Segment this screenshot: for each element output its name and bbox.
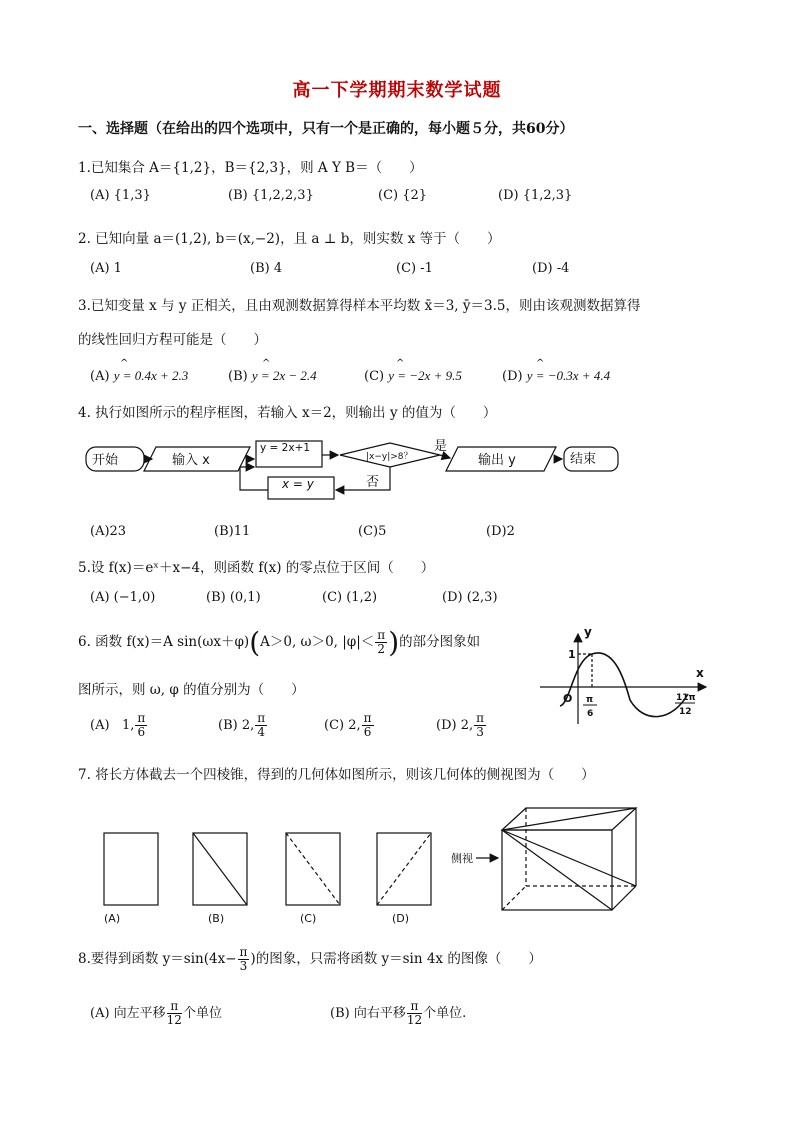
q7-view-a	[104, 833, 158, 905]
q3-option-d[interactable]: (D) y = −0.3x + 4.4	[502, 368, 611, 384]
q4-option-a[interactable]: (A)23	[90, 524, 127, 539]
section-heading: 一、选择题（在给出的四个选项中，只有一个是正确的，每小题５分，共60分）	[78, 121, 574, 137]
flow-end-label: 结束	[570, 452, 597, 467]
flow-yes-label: 是	[434, 439, 448, 454]
q6-option-a[interactable]: (A) 1, $\frac{\pi}{6}$	[90, 711, 146, 739]
q1-option-c[interactable]: (C) {2}	[378, 188, 428, 203]
q7-label-a: (A)	[104, 912, 121, 925]
flow-assign-label: y = 2x+1	[260, 442, 311, 454]
q6-tick1-num: π	[586, 695, 594, 705]
q6-tick1-den: 6	[587, 709, 594, 719]
flow-start-label: 开始	[92, 453, 119, 468]
q4-option-c[interactable]: (C)5	[358, 524, 387, 539]
q7-view-label: 侧视	[451, 852, 473, 865]
question-5-stem: 5.设 f(x)＝eˣ＋x−4，则函数 f(x) 的零点位于区间（ ）	[78, 560, 435, 576]
question-8-stem: 8.要得到函数 y＝sin(4x− $\frac{\pi}{3}$ )的图象，只需将函数 y＝sin 4x 的图像（ ）	[78, 945, 542, 973]
q6-tick2-den: 12	[679, 707, 692, 717]
q1-option-d[interactable]: (D) {1,2,3}	[498, 188, 573, 203]
q6-peak-label: 1	[568, 648, 576, 661]
q2-option-c[interactable]: (C) -1	[396, 261, 433, 276]
q3-option-b[interactable]: (B) y = 2x − 2.4	[228, 368, 317, 384]
question-2-stem: 2. 已知向量 a＝(1,2), b＝(x,−2)，且 a ⊥ b，则实数 x 等于（ ）	[78, 231, 501, 247]
q7-solid-figure	[502, 808, 636, 910]
q3-option-a[interactable]: (A) y = 0.4x + 2.3	[90, 368, 189, 384]
flow-update-label: x = y	[282, 477, 314, 491]
q3-option-c[interactable]: (C) y = −2x + 9.5	[364, 368, 462, 384]
question-3-stem-line1: 3.已知变量 x 与 y 正相关，且由观测数据算得样本平均数 x̄＝3, ȳ＝3.5，则由该观测数据算得	[78, 298, 641, 314]
q6-option-d[interactable]: (D) 2, $\frac{\pi}{3}$	[436, 711, 485, 739]
question-6-stem-line2: 图所示，则 ω, φ 的值分别为（ ）	[78, 682, 305, 698]
page-title: 高一下学期期末数学试题	[292, 80, 502, 101]
question-4-stem: 4. 执行如图所示的程序框图，若输入 x＝2，则输出 y 的值为（ ）	[78, 405, 497, 421]
q6-x-axis-label: x	[696, 666, 704, 680]
q5-option-b[interactable]: (B) (0,1)	[206, 590, 261, 605]
q6-y-axis-label: y	[584, 625, 592, 639]
q6-option-b[interactable]: (B) 2, $\frac{\pi}{4}$	[218, 711, 266, 739]
q1-option-a[interactable]: (A) {1,3}	[90, 188, 151, 203]
q6-origin-label: O	[563, 692, 573, 705]
flow-input-label: 输入 x	[172, 453, 210, 468]
q6-option-c[interactable]: (C) 2, $\frac{\pi}{6}$	[324, 711, 372, 739]
flow-condition-label: |x−y|>8？	[366, 452, 413, 462]
q2-option-b[interactable]: (B) 4	[250, 261, 283, 276]
q8-option-b[interactable]: (B) 向右平移 $\frac{\pi}{12}$ 个单位.	[330, 999, 467, 1027]
question-1-stem: 1.已知集合 A＝{1,2}，B＝{2,3}，则 A Y B＝（ ）	[78, 160, 423, 176]
q4-option-d[interactable]: (D)2	[486, 524, 515, 539]
q1-option-b[interactable]: (B) {1,2,2,3}	[228, 188, 314, 203]
q5-option-c[interactable]: (C) (1,2)	[322, 590, 378, 605]
q8-option-a[interactable]: (A) 向左平移 $\frac{\pi}{12}$ 个单位	[90, 999, 222, 1027]
q7-label-b: (B)	[208, 912, 225, 925]
q5-option-d[interactable]: (D) (2,3)	[442, 590, 498, 605]
q7-label-c: (C)	[300, 912, 317, 925]
q5-option-a[interactable]: (A) (−1,0)	[90, 590, 156, 605]
q4-option-b[interactable]: (B)11	[214, 524, 251, 539]
question-6-stem-line1: 6. 函数 f(x)＝A sin(ωx＋φ)(A＞0, ω＞0, |φ|＜ $\frac{\pi}{2}$ )的部分图象如	[78, 626, 481, 659]
flow-no-label: 否	[366, 475, 380, 490]
q6-tick2-num: 11π	[676, 693, 696, 703]
question-3-stem-line2: 的线性回归方程可能是（ ）	[78, 332, 267, 348]
q2-option-d[interactable]: (D) -4	[532, 261, 570, 276]
q7-label-d: (D)	[392, 912, 410, 925]
question-7-stem: 7. 将长方体截去一个四棱锥，得到的几何体如图所示，则该几何体的侧视图为（ ）	[78, 767, 595, 783]
q2-option-a[interactable]: (A) 1	[90, 261, 122, 276]
flow-output-label: 输出 y	[478, 453, 516, 468]
